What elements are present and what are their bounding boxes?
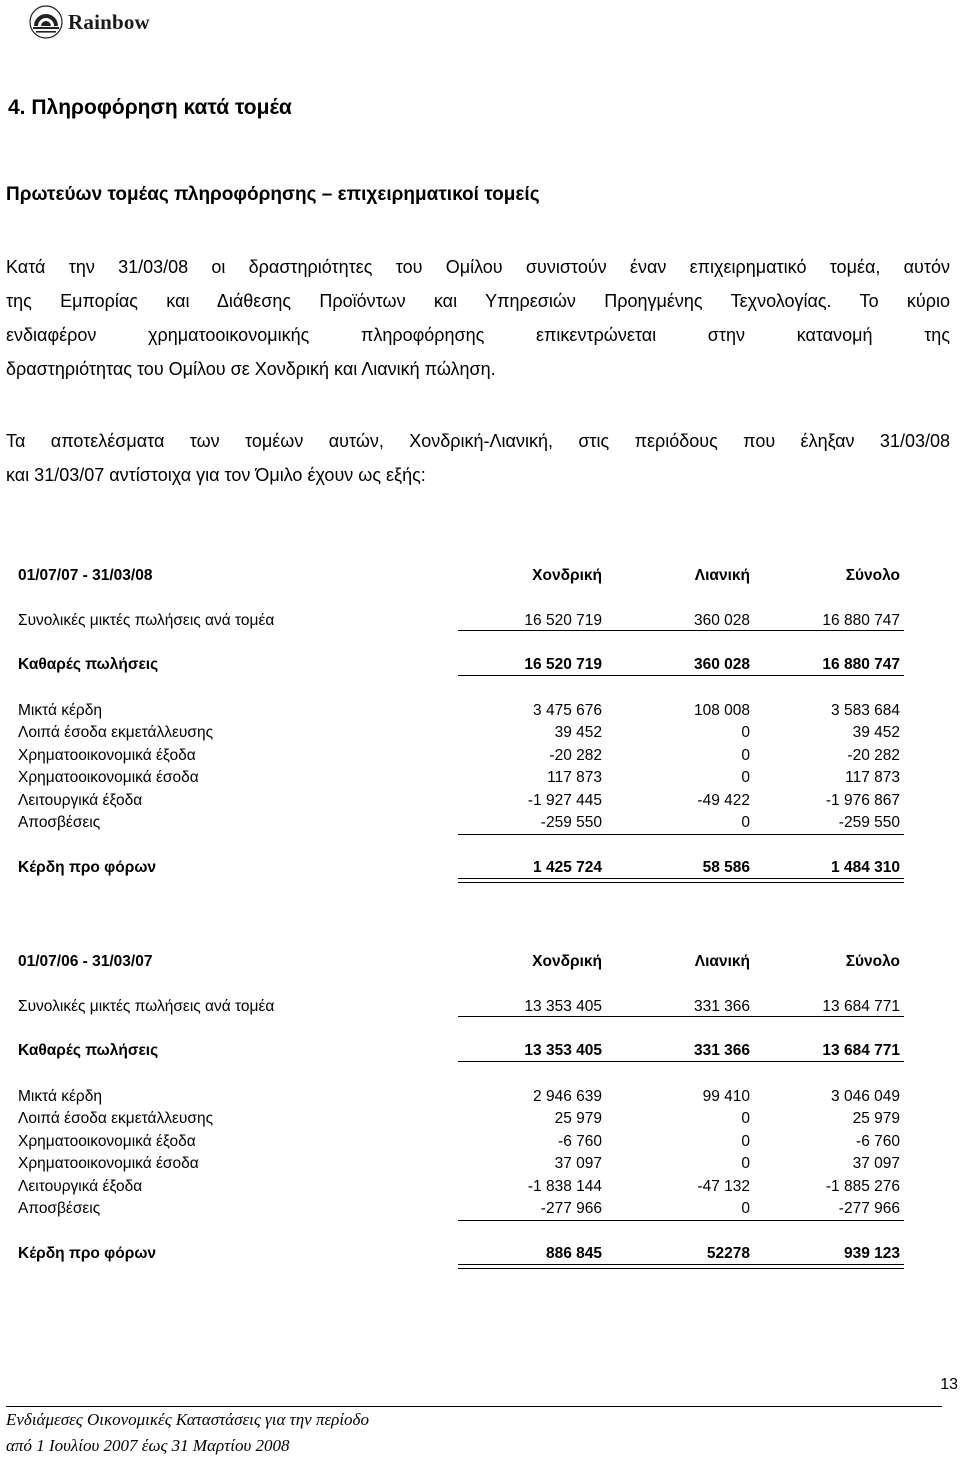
cell-retail: 0 bbox=[741, 724, 750, 741]
cell-retail: 360 028 bbox=[693, 656, 750, 673]
cell-retail: 331 366 bbox=[693, 1042, 750, 1059]
paragraph-line: ενδιαφέρον χρηματοοικονομικής πληροφόρησης επικεντρώνεται στην κατανομή της bbox=[6, 325, 950, 345]
cell-total: 16 880 747 bbox=[822, 656, 900, 673]
table-row bbox=[18, 654, 904, 677]
row-label: Χρηματοοικονομικά έσοδα bbox=[18, 769, 199, 786]
footer-rule bbox=[6, 1406, 942, 1407]
row-label: Χρηματοοικονομικά έσοδα bbox=[18, 1155, 199, 1172]
cell-retail: 331 366 bbox=[693, 997, 750, 1015]
table-row bbox=[18, 1153, 904, 1176]
period-label: 01/07/07 - 31/03/08 bbox=[18, 567, 153, 584]
cell-retail: 360 028 bbox=[693, 611, 750, 629]
intro-paragraph bbox=[6, 250, 950, 386]
cell-wholesale: -1 927 445 bbox=[527, 791, 602, 809]
paragraph-line: Κατά την 31/03/08 οι δραστηριότητες του Ομίλου συνιστούν έναν επιχειρηματικό τομέα, αυτόν bbox=[6, 257, 950, 277]
cell-retail: 52278 bbox=[706, 1244, 750, 1262]
table-row bbox=[18, 1108, 904, 1131]
cell-wholesale: 16 520 719 bbox=[524, 656, 602, 673]
cell-wholesale: 13 353 405 bbox=[524, 1042, 602, 1059]
column-header-wholesale: Χονδρική bbox=[532, 953, 602, 970]
row-label: Χρηματοοικονομικά έξοδα bbox=[18, 1132, 196, 1150]
cell-total: 13 684 771 bbox=[822, 997, 900, 1015]
cell-wholesale: 886 845 bbox=[545, 1244, 602, 1262]
table-row bbox=[18, 700, 904, 723]
column-header-total: Σύνολο bbox=[845, 953, 900, 970]
table-row-total bbox=[18, 857, 904, 880]
table-row bbox=[18, 1131, 904, 1154]
cell-wholesale: -6 760 bbox=[558, 1132, 602, 1150]
cell-retail: -47 132 bbox=[697, 1177, 750, 1195]
cell-wholesale: 1 425 724 bbox=[533, 858, 602, 876]
cell-total: -20 282 bbox=[847, 746, 900, 764]
table-row bbox=[18, 1086, 904, 1109]
underline-rule bbox=[458, 675, 904, 676]
segment-table-2007 bbox=[18, 951, 904, 1265]
cell-wholesale: 39 452 bbox=[554, 724, 602, 741]
cell-total: 939 123 bbox=[843, 1244, 900, 1262]
cell-retail: 0 bbox=[741, 1132, 750, 1150]
cell-total: -6 760 bbox=[856, 1132, 900, 1150]
double-underline-rule bbox=[458, 1264, 904, 1269]
cell-total: 1 484 310 bbox=[831, 858, 900, 876]
cell-total: -277 966 bbox=[838, 1200, 900, 1217]
footer-line: Ενδιάμεσες Οικονομικές Καταστάσεις για την περίοδο bbox=[6, 1410, 369, 1429]
cell-wholesale: -259 550 bbox=[540, 814, 602, 831]
cell-total: -259 550 bbox=[838, 814, 900, 831]
table-row-total bbox=[18, 1243, 904, 1266]
column-header-wholesale: Χονδρική bbox=[532, 567, 602, 584]
column-header-retail: Λιανική bbox=[694, 953, 750, 970]
table-row bbox=[18, 996, 904, 1019]
row-label: Λειτουργικά έξοδα bbox=[18, 1177, 143, 1195]
cell-wholesale: -20 282 bbox=[549, 746, 602, 764]
paragraph-line: Τα αποτελέσματα των τομέων αυτών, Χονδρική-Λιανική, στις περιόδους που έληξαν 31/03/08 bbox=[6, 431, 950, 451]
row-label: Κέρδη προ φόρων bbox=[18, 858, 157, 876]
cell-wholesale: 2 946 639 bbox=[533, 1087, 602, 1105]
column-header-retail: Λιανική bbox=[694, 567, 750, 584]
cell-total: 3 583 684 bbox=[831, 701, 900, 719]
table-row bbox=[18, 1176, 904, 1199]
row-label: Αποσβέσεις bbox=[18, 1200, 101, 1217]
logo-text: Rainbow bbox=[68, 9, 150, 34]
table-row bbox=[18, 745, 904, 768]
cell-retail: 0 bbox=[741, 1110, 750, 1127]
footer-line: από 1 Ιουλίου 2007 έως 31 Μαρτίου 2008 bbox=[6, 1436, 290, 1455]
row-label: Λοιπά έσοδα εκμετάλλευσης bbox=[18, 1110, 214, 1127]
cell-retail: 0 bbox=[741, 1155, 750, 1172]
period-label: 01/07/06 - 31/03/07 bbox=[18, 953, 153, 970]
cell-retail: 0 bbox=[741, 769, 750, 786]
cell-wholesale: 25 979 bbox=[554, 1110, 602, 1127]
row-label: Συνολικές μικτές πωλήσεις ανά τομέα bbox=[18, 997, 275, 1015]
cell-total: 25 979 bbox=[852, 1110, 900, 1127]
underline-rule bbox=[458, 834, 904, 835]
underline-rule bbox=[458, 1220, 904, 1221]
table-header-row bbox=[18, 565, 904, 588]
cell-wholesale: 13 353 405 bbox=[524, 997, 602, 1015]
results-paragraph bbox=[6, 424, 950, 492]
cell-wholesale: 117 873 bbox=[547, 769, 602, 786]
underline-rule bbox=[458, 1016, 904, 1017]
table-row bbox=[18, 767, 904, 790]
table-header-row bbox=[18, 951, 904, 974]
paragraph-line: δραστηριότητας του Ομίλου σε Χονδρική και Λιανική πώληση. bbox=[6, 359, 496, 379]
cell-wholesale: -277 966 bbox=[540, 1200, 602, 1217]
paragraph-line: και 31/03/07 αντίστοιχα για τον Όμιλο έχουν ως εξής: bbox=[6, 465, 426, 485]
cell-total: -1 885 276 bbox=[825, 1177, 900, 1195]
section-title: 4. Πληροφόρηση κατά τομέα bbox=[8, 96, 292, 119]
cell-total: -1 976 867 bbox=[825, 791, 900, 809]
cell-retail: 58 586 bbox=[702, 858, 750, 876]
table-row bbox=[18, 790, 904, 813]
cell-wholesale: 16 520 719 bbox=[524, 611, 602, 629]
row-label: Καθαρές πωλήσεις bbox=[18, 1042, 159, 1059]
row-label: Λειτουργικά έξοδα bbox=[18, 791, 143, 809]
table-row bbox=[18, 1040, 904, 1063]
cell-total: 117 873 bbox=[845, 769, 900, 786]
page-number: 13 bbox=[940, 1376, 958, 1393]
cell-retail: 0 bbox=[741, 814, 750, 831]
cell-wholesale: 37 097 bbox=[554, 1155, 602, 1172]
column-header-total: Σύνολο bbox=[845, 567, 900, 584]
paragraph-line: της Εμπορίας και Διάθεσης Προϊόντων και Υπηρεσιών Προηγμένης Τεχνολογίας. Το κύριο bbox=[6, 291, 950, 311]
table-row bbox=[18, 610, 904, 633]
cell-wholesale: -1 838 144 bbox=[527, 1177, 602, 1195]
underline-rule bbox=[458, 1061, 904, 1062]
cell-retail: 0 bbox=[741, 1200, 750, 1217]
subsection-title: Πρωτεύων τομέας πληροφόρησης – επιχειρηματικοί τομείς bbox=[6, 184, 540, 205]
table-row bbox=[18, 722, 904, 745]
cell-wholesale: 3 475 676 bbox=[533, 701, 602, 719]
cell-total: 39 452 bbox=[852, 724, 900, 741]
cell-total: 13 684 771 bbox=[822, 1042, 900, 1059]
company-logo bbox=[28, 4, 150, 40]
double-underline-rule bbox=[458, 878, 904, 883]
row-label: Χρηματοοικονομικά έξοδα bbox=[18, 746, 196, 764]
cell-retail: -49 422 bbox=[697, 791, 750, 809]
row-label: Λοιπά έσοδα εκμετάλλευσης bbox=[18, 724, 214, 741]
segment-table-2008 bbox=[18, 565, 904, 879]
underline-rule bbox=[458, 630, 904, 631]
row-label: Μικτά κέρδη bbox=[18, 701, 103, 719]
table-row bbox=[18, 1198, 904, 1221]
row-label: Συνολικές μικτές πωλήσεις ανά τομέα bbox=[18, 611, 275, 629]
cell-retail: 108 008 bbox=[693, 701, 750, 719]
row-label: Κέρδη προ φόρων bbox=[18, 1244, 157, 1262]
cell-total: 16 880 747 bbox=[822, 611, 900, 629]
row-label: Μικτά κέρδη bbox=[18, 1087, 103, 1105]
cell-total: 37 097 bbox=[852, 1155, 900, 1172]
row-label: Αποσβέσεις bbox=[18, 814, 101, 831]
rainbow-sun-icon bbox=[28, 4, 64, 40]
row-label: Καθαρές πωλήσεις bbox=[18, 656, 159, 673]
table-row bbox=[18, 812, 904, 835]
cell-total: 3 046 049 bbox=[831, 1087, 900, 1105]
cell-retail: 99 410 bbox=[702, 1087, 750, 1105]
cell-retail: 0 bbox=[741, 746, 750, 764]
